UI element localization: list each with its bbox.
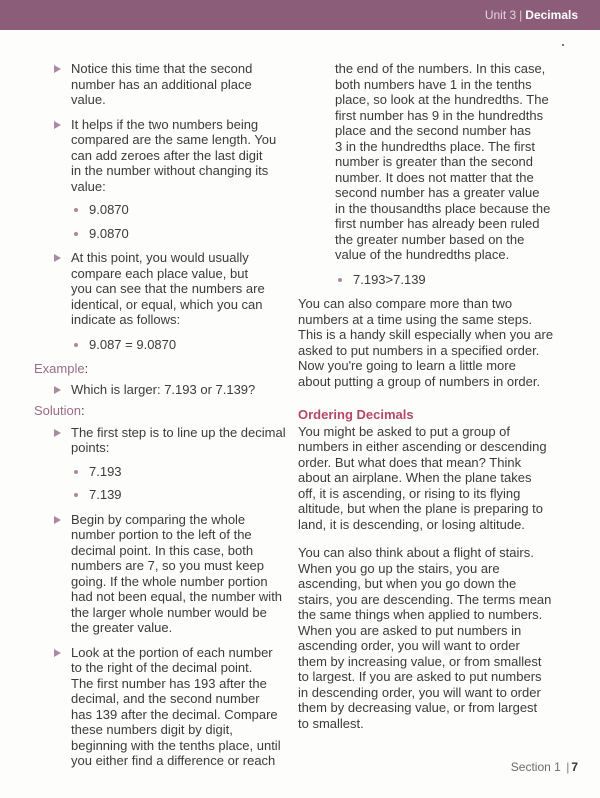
unit-label: Unit 3 (484, 8, 517, 22)
line: ascending order, you will want to order (298, 638, 520, 653)
line: number is greater than the second (335, 154, 534, 169)
line: number portion to the left of the (71, 527, 252, 542)
line: land, it is descending, or losing altitude. (298, 516, 525, 532)
line: the larger whole number would be (71, 604, 267, 620)
line: number has an additional place (71, 76, 252, 92)
line: At this point, you would usually (71, 250, 249, 265)
line: numbers at a time using the same steps. (298, 311, 533, 327)
line: going. If the whole number portion (71, 573, 268, 589)
line: has 139 after the decimal. Compare (71, 706, 278, 722)
line: about an airplane. When the plane takes (298, 470, 532, 485)
print-mark (562, 44, 564, 46)
line: altitude, but when the plane is preparing to (298, 501, 544, 516)
page-number: 7 (571, 760, 578, 774)
bullet-notice (34, 61, 296, 108)
line: in descending order, you will want to order (298, 684, 541, 700)
line: number. It does not matter that the (335, 169, 534, 185)
line: to smallest. (298, 715, 364, 731)
line: This is a handy skill especially when you are (298, 327, 554, 342)
line: It helps if the two numbers being (71, 116, 259, 132)
section-heading: Ordering Decimals (298, 407, 414, 422)
line: in the thousandths place because the (335, 200, 551, 216)
line: to largest. If you are asked to put numbers (298, 669, 542, 684)
line: indicate as follows: (71, 312, 181, 327)
line: them by increasing value, or from smallest (298, 653, 542, 669)
line: them by decreasing value, or from largest (298, 700, 538, 715)
line: you can see that the numbers are (71, 281, 265, 296)
line: in the number without changing its (71, 163, 269, 178)
value-item: 9.0870 (34, 202, 296, 218)
page-footer (511, 760, 578, 774)
line: You can also compare more than two (298, 296, 513, 311)
line: order. But what does that mean? Think (298, 454, 522, 470)
line: the greater number based on the (335, 231, 525, 247)
equality-item: 9.087 = 9.0870 (34, 337, 296, 353)
value-item: 9.0870 (34, 226, 296, 242)
line: Look at the portion of each number (71, 644, 273, 660)
header-separator: | (519, 8, 523, 22)
line: 3 in the hundredths place. The first (335, 138, 535, 154)
step-line-up (34, 425, 296, 456)
line: identical, or equal, which you can (71, 296, 263, 312)
line: numbers in either ascending or descending (298, 439, 547, 454)
step-continuation (298, 61, 556, 263)
line: numbers are 7, so you must keep (71, 558, 264, 573)
line: value: (71, 178, 106, 194)
paragraph-compare-more (298, 296, 556, 389)
line: both numbers have 1 in the tenths (335, 76, 532, 92)
line: The first step is to line up the decimal (71, 424, 286, 440)
paragraph-ascending (298, 424, 556, 533)
line: place and the second number has (335, 123, 531, 138)
line: first number has already been ruled (335, 216, 540, 231)
example-word: Example (34, 361, 85, 376)
step-right-of-decimal (34, 645, 296, 769)
example-bullet: Which is larger: 7.193 or 7.139? (34, 382, 296, 398)
bullet-compare-place (34, 250, 296, 328)
line: You can also think about a flight of stairs. (298, 545, 534, 560)
line: The first number has 193 after the (71, 675, 267, 691)
line: Begin by comparing the whole (71, 511, 246, 527)
line: off, it is ascending, or rising to its flying (298, 485, 521, 501)
section-label: Section 1 (510, 760, 561, 774)
line: first number has 9 in the hundredths (335, 107, 544, 123)
line: beginning with the tenths place, until (71, 737, 281, 753)
line: value of the hundredths place. (335, 247, 510, 262)
step-whole-number (34, 512, 296, 636)
line: decimal point. In this case, both (71, 542, 254, 558)
line: asked to put numbers in a specified order. (298, 342, 540, 358)
line: can add zeroes after the last digit (71, 147, 263, 163)
line: value. (71, 92, 106, 107)
value-item: 7.193 (34, 464, 296, 480)
line: second number has a greater value (335, 185, 540, 200)
line: these numbers digit by digit, (71, 722, 233, 737)
left-column (34, 58, 296, 769)
line: When you are asked to put numbers in (298, 622, 522, 638)
page-header-band (0, 0, 600, 30)
line: had not been equal, the number with (71, 589, 283, 604)
comparison-item: 7.193>7.139 (298, 272, 556, 288)
line: stairs, you are descending. The terms mean (298, 591, 552, 607)
running-head (485, 8, 578, 22)
line: compare each place value, but (71, 265, 249, 281)
line: the end of the numbers. In this case, (335, 61, 546, 76)
line: When you go up the stairs, you are (298, 560, 500, 576)
line: compared are the same length. You (71, 132, 277, 147)
line: ascending, but when you go down the (298, 576, 517, 591)
line: about putting a group of numbers in order. (298, 373, 541, 389)
paragraph-stairs (298, 545, 556, 731)
line: you either find a difference or reach (71, 753, 276, 768)
line: the greater value. (71, 620, 173, 635)
solution-label: Solution: (34, 403, 85, 418)
solution-word: Solution (34, 403, 81, 418)
line: to the right of the decimal point. (71, 660, 253, 675)
line: You might be asked to put a group of (298, 423, 511, 439)
line: Now you're going to learn a little more (298, 358, 516, 373)
footer-separator: | (566, 760, 570, 774)
example-label: Example: (34, 361, 89, 376)
line: place, so look at the hundredths. The (335, 92, 549, 107)
line: the same things when applied to numbers. (298, 607, 543, 622)
topic-label: Decimals (525, 8, 578, 22)
value-item: 7.139 (34, 487, 296, 503)
line: points: (71, 440, 110, 455)
bullet-same-length (34, 117, 296, 195)
line: decimal, and the second number (71, 691, 260, 706)
line: Notice this time that the second (71, 61, 253, 76)
right-column (298, 58, 556, 731)
